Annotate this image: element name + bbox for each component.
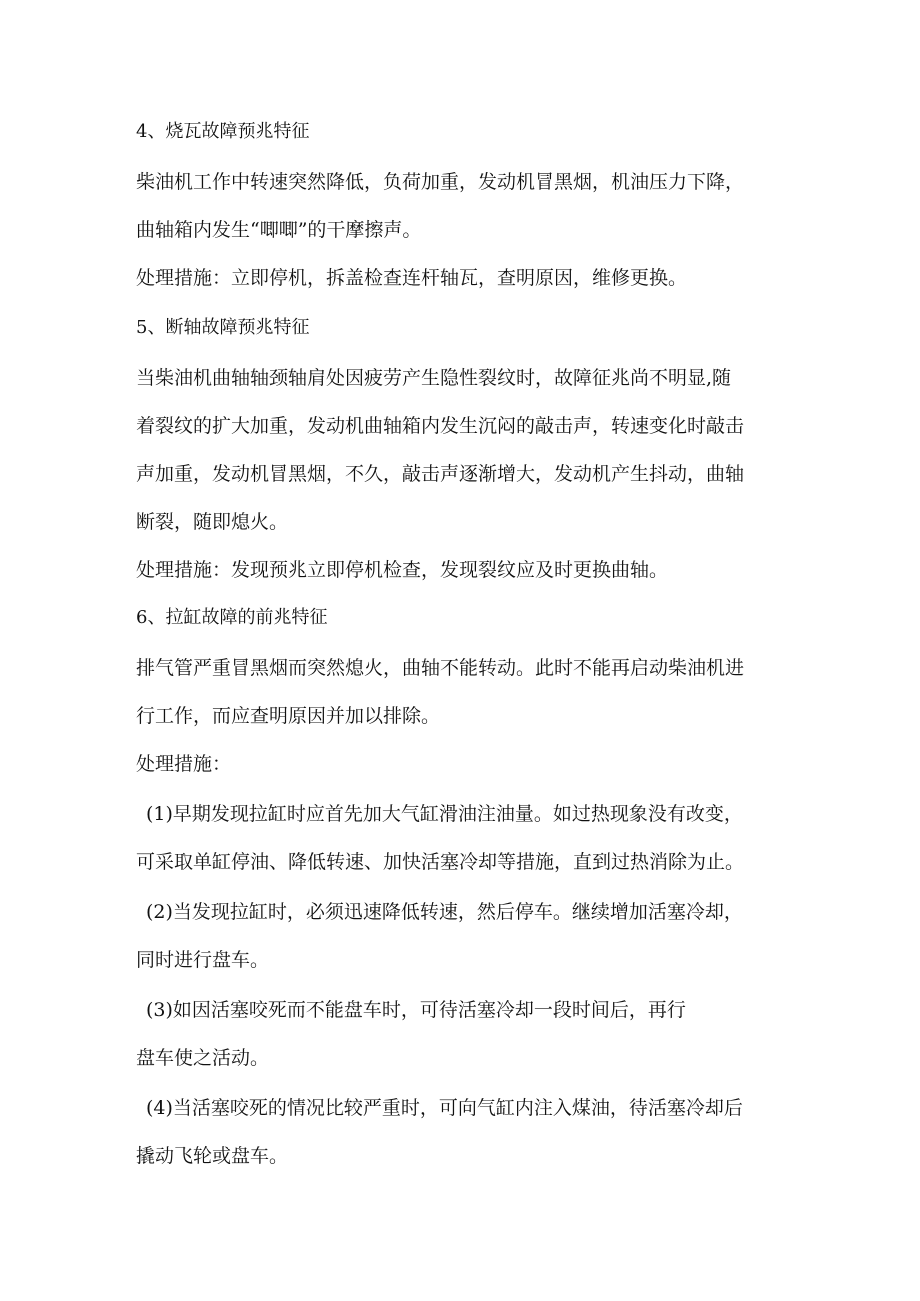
- section-4-body-line-2: 曲轴箱内发生“唧唧”的干摩擦声。: [136, 219, 422, 241]
- section-5-body-line-2: 着裂纹的扩大加重，发动机曲轴箱内发生沉闷的敲击声，转速变化时敲击: [136, 415, 745, 437]
- step-1-line-1: (1)早期发现拉缸时应首先加大气缸滑油注油量。如过热现象没有改变，: [146, 803, 743, 825]
- section-5-measure: 处理措施：发现预兆立即停机检查，发现裂纹应及时更换曲轴。: [136, 559, 669, 581]
- step-4-line-1: (4)当活塞咬死的情况比较严重时，可向气缸内注入煤油，待活塞冷却后: [146, 1097, 743, 1119]
- step-2-line-2: 同时进行盘车。: [136, 949, 270, 971]
- section-5-body-line-1: 当柴油机曲轴轴颈轴肩处因疲劳产生隐性裂纹时，故障征兆尚不明显,随: [136, 367, 732, 389]
- section-4-body-line-1: 柴油机工作中转速突然降低，负荷加重，发动机冒黑烟，机油压力下降，: [136, 171, 745, 193]
- section-5-body-line-4: 断裂，随即熄火。: [136, 511, 289, 533]
- step-1-line-2: 可采取单缸停油、降低转速、加快活塞冷却等措施，直到过热消除为止。: [136, 851, 745, 873]
- step-3-line-1: (3)如因活塞咬死而不能盘车时，可待活塞冷却一段时间后，再行: [146, 999, 686, 1021]
- step-4-line-2: 撬动飞轮或盘车。: [136, 1145, 289, 1167]
- section-6-body-line-2: 行工作，而应查明原因并加以排除。: [136, 705, 441, 727]
- step-2-line-1: (2)当发现拉缸时，必须迅速降低转速，然后停车。继续增加活塞冷却，: [146, 901, 743, 923]
- section-6-body-line-1: 排气管严重冒黑烟而突然熄火，曲轴不能转动。此时不能再启动柴油机进: [136, 657, 745, 679]
- section-5-heading: 5、断轴故障预兆特征: [136, 317, 310, 338]
- section-4-measure: 处理措施：立即停机，拆盖检查连杆轴瓦，查明原因，维修更换。: [136, 267, 688, 289]
- section-4-heading: 4、烧瓦故障预兆特征: [136, 121, 310, 142]
- section-6-heading: 6、拉缸故障的前兆特征: [136, 607, 328, 628]
- section-6-measure: 处理措施：: [136, 753, 232, 775]
- section-5-body-line-3: 声加重，发动机冒黑烟，不久，敲击声逐渐增大，发动机产生抖动，曲轴: [136, 463, 745, 485]
- step-3-line-2: 盘车使之活动。: [136, 1047, 270, 1069]
